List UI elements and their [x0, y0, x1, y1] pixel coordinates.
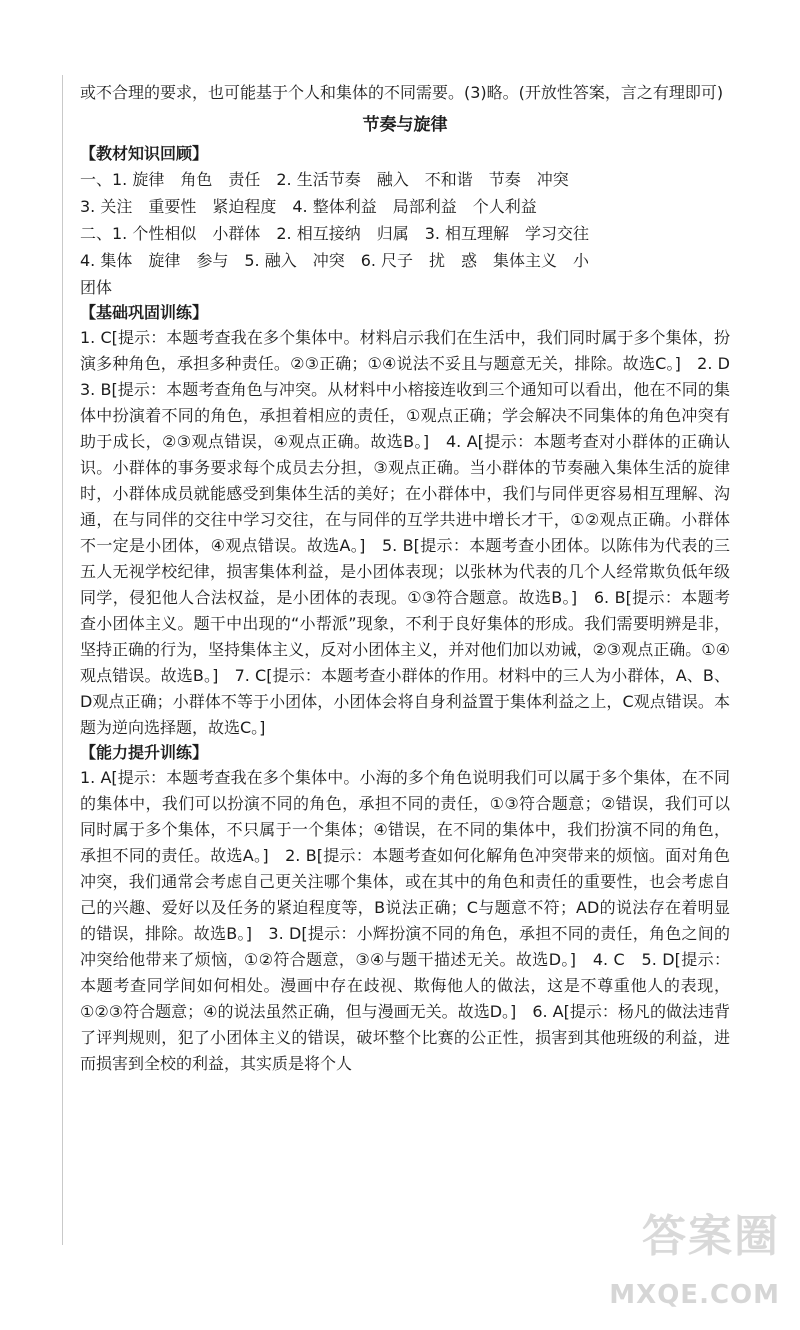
advanced-training-heading: 【能力提升训练】	[80, 743, 209, 762]
basic-training-answers: 1. C[提示：本题考查我在多个集体中。材料启示我们在生活中，我们同时属于多个集体，扮演多种角色，承担多种责任。②③正确；①④说法不妥且与题意无关，排除。故选C。] 2. D 3. B[提示：本题考查角色与冲突。从材料中小榕接连收到三个通知可以看出，他在不同的集体中扮演着不同的角色，承担着相应的责任，①观点正确；学会解决不同集体的角色冲突有助于成长，②③观点错误，④观点正确。故选B。] 4. A[提示：本题考查对小群体的正确认识。小群体的事务要求每个成员去分担，③观点正确。当小群体的节奏融入集体生活的旋律时，小群体成员就能感受到集体生活的美好；在小群体中，我们与同伴更容易相互理解、沟通，在与同伴的交往中学习交往，在与同伴的互学共进中增长才干，①②观点正确。小群体不一定是小团体，④观点错误。故选A。] 5. B[提示：本题考查小团体。以陈伟为代表的三五人无视学校纪律，损害集体利益，是小团体表现；以张林为代表的几个人经常欺负低年级同学，侵犯他人合法权益，是小团体的表现。①③符合题意。故选B。] 6. B[提示：本题考查小团体主义。题干中出现的“小帮派”现象，不利于良好集体的形成。我们需要明辨是非，坚持正确的行为，坚持集体主义，反对小团体主义，并对他们加以劝诫，②③观点正确。①④观点错误。故选B。] 7. C[提示：本题考查小群体的作用。材料中的三人为小群体，A、B、D观点正确；小群体不等于小团体，小团体会将自身利益置于集体利益之上，C观点错误。本题为逆向选择题，故选C。]	[80, 328, 747, 737]
watermark-chinese-text: 答案圈	[642, 1211, 780, 1262]
advanced-training-answers: 1. A[提示：本题考查我在多个集体中。小海的多个角色说明我们可以属于多个集体，在不同的集体中，我们可以扮演不同的角色，承担不同的责任，①③符合题意；②错误，我们可以同时属于多个集体，不只属于一个集体；④错误，在不同的集体中，我们扮演不同的角色，承担不同的责任。故选A。] 2. B[提示：本题考查如何化解角色冲突带来的烦恼。面对角色冲突，我们通常会考虑自己更关注哪个集体，或在其中的角色和责任的重要性，也会考虑自己的兴趣、爱好以及任务的紧迫程度等，B说法正确；C与题意不符；AD的说法存在着明显的错误，排除。故选B。] 3. D[提示：小辉扮演不同的角色，承担不同的责任，角色之间的冲突给他带来了烦恼，①②符合题意，③④与题干描述无关。故选D。] 4. C 5. D[提示：本题考查同学间如何相处。漫画中存在歧视、欺侮他人的做法，这是不尊重他人的表现，①②③符合题意；④的说法虽然正确，但与漫画无关。故选D。] 6. A[提示：杨凡的做法违背了评判规则，犯了小团体主义的错误，破坏整个比赛的公正性，损害到其他班级的利益，进而损害到全校的利益，其实质是将个人	[80, 768, 730, 1073]
watermark-url-text: MXQE.COM	[609, 1280, 780, 1310]
basic-training-heading: 【基础巩固训练】	[80, 303, 209, 322]
review-line: 一、1. 旋律 角色 责任 2. 生活节奏 融入 不和谐 节奏 冲突	[80, 170, 569, 189]
textbook-review-heading: 【教材知识回顾】	[80, 144, 209, 163]
intro-paragraph: 或不合理的要求，也可能基于个人和集体的不同需要。(3)略。(开放性答案，言之有理即可)	[80, 83, 724, 102]
review-line: 3. 关注 重要性 紧迫程度 4. 整体利益 局部利益 个人利益	[80, 197, 537, 216]
site-watermark-logo	[600, 1200, 790, 1320]
review-line: 团体	[80, 278, 113, 297]
basic-training-section	[80, 301, 747, 741]
page-gutter-line	[62, 75, 63, 1245]
review-line: 二、1. 个性相似 小群体 2. 相互接纳 归属 3. 相互理解 学习交往	[80, 224, 590, 243]
textbook-review-section	[80, 142, 730, 301]
review-line: 4. 集体 旋律 参与 5. 融入 冲突 6. 尺子 扰 惑 集体主义 小	[80, 251, 590, 270]
advanced-training-section	[80, 741, 730, 1077]
section-title: 节奏与旋律	[362, 115, 448, 135]
answer-page	[80, 80, 747, 1077]
